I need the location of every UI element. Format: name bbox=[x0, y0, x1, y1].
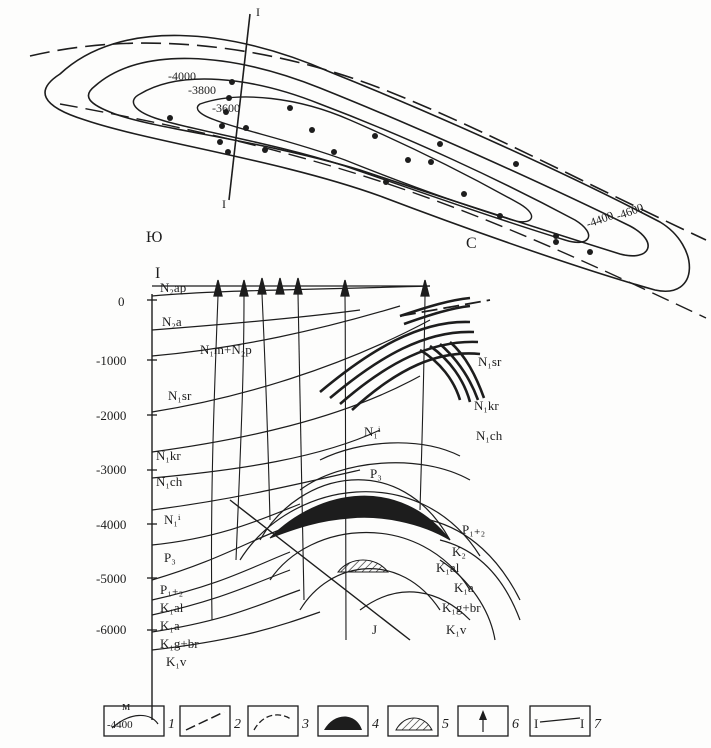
unit-k1v: K₁v bbox=[166, 654, 187, 669]
legend-item-3 bbox=[248, 706, 309, 736]
legend-number-1: 1 bbox=[168, 717, 175, 732]
contour-label-3600: -3600 bbox=[212, 101, 240, 115]
profile-marker-top: I bbox=[256, 5, 260, 19]
unit-n1m-n2p: N₁m+N₂p bbox=[200, 342, 252, 357]
contour-label-4000: -4000 bbox=[168, 69, 196, 83]
unit-right-k1al: K₁al bbox=[436, 560, 460, 575]
legend-number-2: 2 bbox=[234, 717, 241, 732]
depth-tick-2000: -2000 bbox=[96, 408, 127, 423]
contour-label-3800: -3800 bbox=[188, 83, 216, 97]
unit-p1-2: P₁₊₂ bbox=[160, 582, 184, 597]
unit-right-j: J bbox=[372, 622, 378, 637]
unit-n1ch: N₁ch bbox=[156, 474, 183, 489]
legend-item-5 bbox=[388, 706, 449, 736]
legend-contour-sample: -4400 bbox=[107, 719, 133, 731]
legend-item-4 bbox=[318, 706, 379, 736]
legend bbox=[104, 706, 602, 736]
right-unit-labels bbox=[364, 354, 503, 637]
depth-axis-unit: м bbox=[122, 698, 131, 713]
depth-tick-3000: -3000 bbox=[96, 462, 127, 477]
unit-right-p3: P₃ bbox=[370, 466, 382, 481]
unit-right-n1kr: N₁kr bbox=[474, 398, 499, 413]
unit-right-k1a: K₁a bbox=[454, 580, 474, 595]
unit-n2ap: N₂ap bbox=[160, 280, 187, 295]
oil-deposit bbox=[270, 496, 450, 540]
direction-north: С bbox=[466, 235, 477, 252]
unit-n2a: N₂a bbox=[162, 314, 182, 329]
strata-boundaries bbox=[152, 286, 520, 650]
unit-n1kr: N₁kr bbox=[156, 448, 181, 463]
contour-label-4600: -4600 bbox=[614, 200, 646, 223]
unit-right-n1sr: N₁sr bbox=[478, 354, 502, 369]
depth-tick-1000: -1000 bbox=[96, 353, 127, 368]
legend-profile-sample-left: I bbox=[534, 716, 539, 731]
unit-p3: P₃ bbox=[164, 550, 176, 565]
depth-tick-5000: -5000 bbox=[96, 571, 127, 586]
depth-tick-6000: -6000 bbox=[96, 622, 127, 637]
unit-right-p1-2: P₁₊₂ bbox=[462, 522, 486, 537]
unit-right-k1v: K₁v bbox=[446, 622, 467, 637]
unit-k1g-br: K₁g+br bbox=[160, 636, 199, 651]
direction-south: Ю bbox=[146, 229, 163, 246]
unit-right-k2: K₂ bbox=[452, 544, 466, 559]
unit-n1sr: N₁sr bbox=[168, 388, 192, 403]
legend-item-6 bbox=[458, 706, 519, 736]
unit-n1i: N₁ⁱ bbox=[164, 512, 181, 527]
legend-number-5: 5 bbox=[442, 717, 449, 732]
depth-tick-4000: -4000 bbox=[96, 517, 127, 532]
profile-marker-bottom: I bbox=[222, 197, 226, 211]
legend-item-7 bbox=[530, 706, 602, 736]
unit-right-n1i: N₁ⁱ bbox=[364, 424, 381, 439]
legend-number-6: 6 bbox=[512, 717, 519, 732]
unit-k1a: K₁a bbox=[160, 618, 180, 633]
section-profile-label: I bbox=[155, 265, 161, 282]
legend-profile-sample-right: I bbox=[580, 716, 585, 731]
structure-map bbox=[30, 14, 706, 318]
legend-item-2 bbox=[180, 706, 241, 736]
depth-tick-0: 0 bbox=[118, 294, 125, 309]
unit-k1al: K₁al bbox=[160, 600, 184, 615]
legend-item-1 bbox=[104, 706, 175, 736]
unit-right-k1g-br: K₁g+br bbox=[442, 600, 481, 615]
left-unit-labels bbox=[156, 280, 252, 669]
legend-number-3: 3 bbox=[302, 717, 309, 732]
contour-label-4400: -4400 bbox=[584, 208, 616, 231]
unit-right-n1ch: N₁ch bbox=[476, 428, 503, 443]
legend-number-7: 7 bbox=[594, 717, 601, 732]
legend-number-4: 4 bbox=[372, 717, 379, 732]
